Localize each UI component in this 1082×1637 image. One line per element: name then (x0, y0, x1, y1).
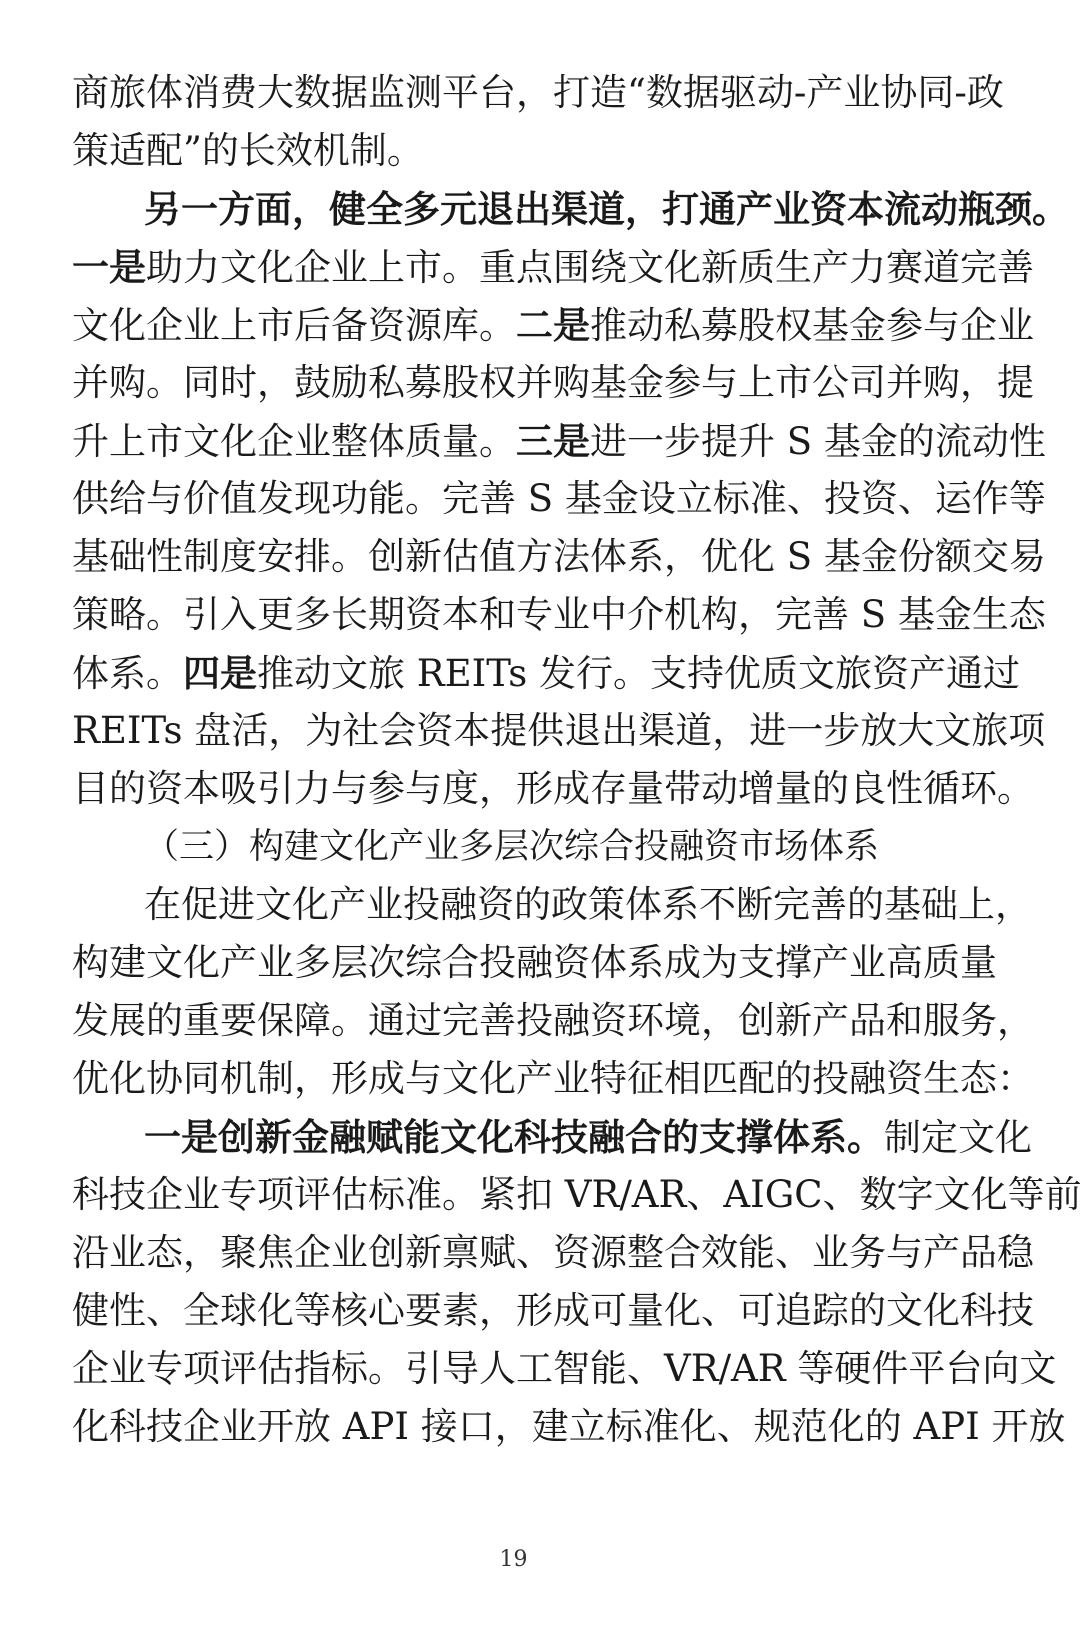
text-line (72, 416, 1046, 466)
text-line (72, 764, 1034, 814)
text-segment: 构建文化产业多层次综合投融资体系成为支撑产业高质量 (72, 941, 997, 984)
text-segment: 供给与价值发现功能。完善 S 基金设立标准、投资、运作等 (72, 477, 1046, 520)
text-line (72, 706, 1046, 756)
section-heading-text: （三）构建文化产业多层次综合投融资市场体系 (144, 827, 880, 867)
text-line (72, 68, 1004, 118)
text-line (72, 648, 1020, 698)
text-segment: 体系。 (72, 652, 183, 695)
text-segment: 制定文化 (884, 1116, 1032, 1159)
paragraph-lead-line (144, 1112, 1032, 1162)
text-segment: 助力文化企业上市。重点围绕文化新质生产力赛道完善 (146, 246, 1034, 289)
text-line (72, 938, 997, 988)
paragraph-lead-line (144, 184, 1069, 234)
page-number: 19 (499, 1547, 528, 1572)
bold-lead-sentence: 另一方面，健全多元退出渠道，打通产业资本流动瓶颈。 (144, 187, 1069, 231)
text-segment: 推动文旅 REITs 发行。支持优质文旅资产通过 (257, 652, 1020, 695)
text-segment: 沿业态，聚焦企业创新禀赋、资源整合效能、业务与产品稳 (72, 1231, 1034, 1274)
text-segment: 优化协同机制，形成与文化产业特征相匹配的投融资生态： (72, 1057, 1034, 1100)
text-segment: 健性、全球化等核心要素，形成可量化、可追踪的文化科技 (72, 1289, 1034, 1332)
text-segment: 推动私募股权基金参与企业 (590, 304, 1034, 347)
text-segment: 进一步提升 S 基金的流动性 (590, 420, 1046, 463)
text-line (72, 996, 1034, 1046)
text-segment: 升上市文化企业整体质量。 (72, 420, 516, 463)
text-segment: 策略。引入更多长期资本和专业中介机构，完善 S 基金生态 (72, 593, 1046, 636)
text-segment: 发展的重要保障。通过完善投融资环境，创新产品和服务， (72, 999, 1034, 1042)
text-segment: 并购。同时，鼓励私募股权并购基金参与上市公司并购，提 (72, 361, 1034, 404)
text-line (72, 1402, 1066, 1452)
text-segment: 企业专项评估指标。引导人工智能、VR/AR 等硬件平台向文 (72, 1347, 1057, 1390)
text-segment: REITs 盘活，为社会资本提供退出渠道，进一步放大文旅项 (72, 709, 1046, 752)
bold-marker: 四是 (183, 651, 257, 695)
text-line (72, 1170, 1082, 1220)
text-line (72, 1228, 1034, 1278)
text-line (72, 590, 1046, 640)
text-line (72, 1286, 1034, 1336)
text-line (72, 474, 1046, 524)
bold-marker: 二是 (516, 303, 590, 347)
text-line (72, 1344, 1057, 1394)
bold-lead-sentence: 一是创新金融赋能文化科技融合的支撑体系。 (144, 1115, 884, 1159)
text-segment: 在促进文化产业投融资的政策体系不断完善的基础上， (144, 883, 1032, 926)
text-line (72, 532, 1046, 582)
text-line (72, 300, 1034, 350)
text-line (144, 880, 1032, 930)
bold-marker: 三是 (516, 419, 590, 463)
text-segment: 科技企业专项评估标准。紧扣 VR/AR、AIGC、数字文化等前 (72, 1173, 1082, 1216)
text-segment: 目的资本吸引力与参与度，形成存量带动增量的良性循环。 (72, 767, 1034, 810)
bold-marker: 一是 (72, 245, 146, 289)
text-line (72, 242, 1034, 292)
text-segment: 文化企业上市后备资源库。 (72, 304, 516, 347)
text-segment: 化科技企业开放 API 接口，建立标准化、规范化的 API 开放 (72, 1405, 1066, 1448)
text-line (72, 126, 960, 176)
text-segment: 策适配”的长效机制。 (72, 129, 424, 172)
text-line (72, 358, 1034, 408)
section-heading (144, 822, 960, 872)
text-segment: 基础性制度安排。创新估值方法体系，优化 S 基金份额交易 (72, 535, 1046, 578)
text-line (72, 1054, 1034, 1104)
text-segment: 商旅体消费大数据监测平台，打造“数据驱动-产业协同-政 (72, 71, 1004, 114)
